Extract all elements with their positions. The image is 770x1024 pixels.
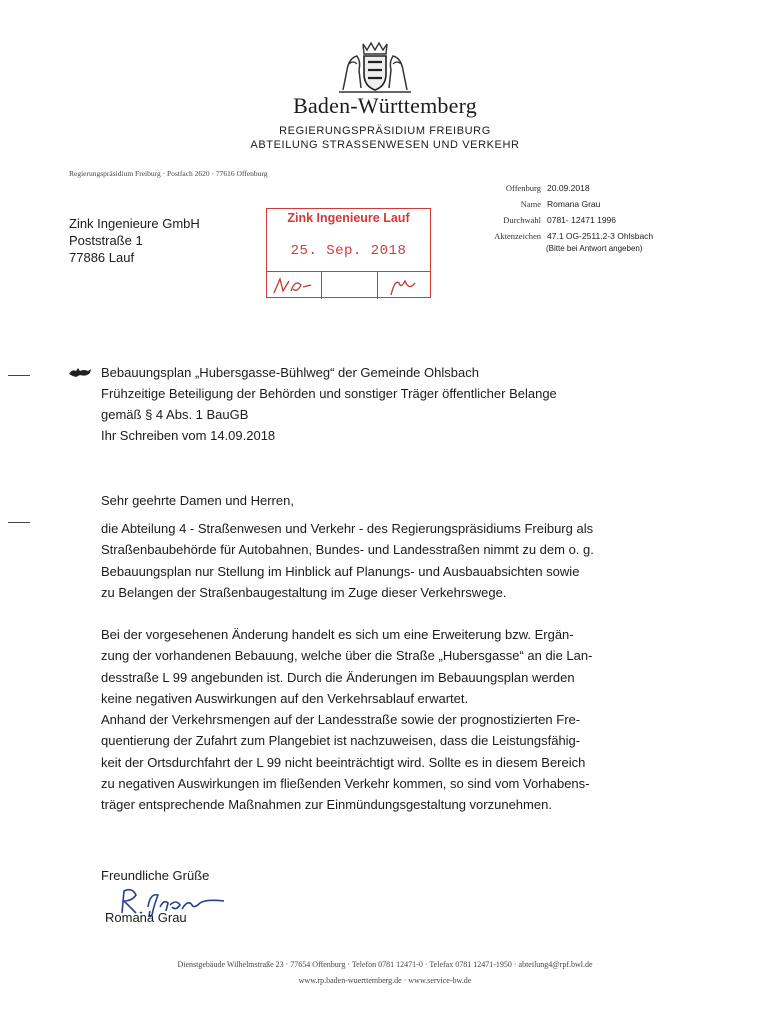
body-line: zu Belangen der Straßenbaugestaltung im Zuge dieser Verkehrswege. [101, 584, 507, 600]
recipient-street: Poststraße 1 [69, 233, 143, 248]
reference-row [461, 212, 653, 228]
fold-mark [8, 375, 30, 376]
footer-address: Dienstgebäude Wilhelmstraße 23 · 77654 Offenburg · Telefon 0781 12471-0 · Telefax 0781 12471-1950 · abteilung4@rpf.bwl.de [177, 960, 593, 969]
footer-websites: www.rp.baden-wuerttemberg.de · www.service-bw.de [298, 976, 472, 985]
reference-row [461, 180, 653, 196]
lion-emblem-icon [68, 366, 92, 378]
body-line: Bebauungsplan nur Stellung im Hinblick auf Planungs- und Ausbauabsichten sowie [101, 563, 580, 579]
reference-note: (Bitte bei Antwort angeben) [546, 244, 643, 253]
reference-label: Durchwahl [503, 215, 541, 225]
return-address: Regierungspräsidium Freiburg · Postfach 2620 · 77616 Offenburg [69, 169, 268, 178]
stamp-date: 25. Sep. 2018 [290, 243, 407, 259]
subject-line: Ihr Schreiben vom 14.09.2018 [101, 428, 276, 443]
signer-name: Romana Grau [105, 910, 187, 925]
footer [0, 957, 770, 989]
body-paragraph [101, 624, 701, 816]
reference-label: Offenburg [505, 183, 541, 193]
subject-line: Bebauungsplan „Hubersgasse-Bühlweg“ der Gemeinde Ohlsbach [101, 365, 479, 380]
stamp-divider [321, 271, 322, 299]
body-paragraph [101, 518, 701, 603]
reference-value: 20.09.2018 [547, 183, 590, 193]
recipient-city: 77886 Lauf [69, 250, 135, 265]
reference-label: Name [520, 199, 541, 209]
stamp-initials-mark [387, 275, 421, 297]
reference-block [461, 180, 653, 244]
reference-value: Romana Grau [547, 199, 601, 209]
recipient-company: Zink Ingenieure GmbH [69, 216, 200, 231]
body-line: keit der Ortsdurchfahrt der L 99 nicht beeinträchtigt wird. Sollte es in diesem Bereich [101, 754, 586, 770]
closing: Freundliche Grüße [101, 868, 210, 883]
reference-label: Aktenzeichen [494, 231, 541, 241]
subject-block [101, 362, 557, 446]
reference-row [461, 196, 653, 212]
body-line: die Abteilung 4 - Straßenwesen und Verkehr - des Regierungspräsidiums Freiburg als [101, 521, 594, 536]
brand-title: Baden-Württemberg [293, 93, 477, 118]
body-line: zung der vorhandenen Bebauung, welche über die Straße „Hubersgasse“ an die Lan- [101, 648, 593, 664]
subject-line: gemäß § 4 Abs. 1 BauGB [101, 407, 249, 422]
body-line: Anhand der Verkehrsmengen auf der Landesstraße sowie der prognostizierten Fre- [101, 712, 581, 728]
stamp-divider [267, 271, 430, 272]
body-line: desstraße L 99 angebunden ist. Durch die Änderungen im Bebauungsplan werden [101, 669, 575, 685]
recipient-address [69, 215, 200, 266]
body-line: keine negativen Auswirkungen auf den Verkehrsablauf erwartet. [101, 690, 469, 706]
body-line: quentierung der Zufahrt zum Plangebiet ist nachzuweisen, dass die Leistungsfähig- [101, 733, 581, 749]
fold-mark [8, 522, 30, 523]
body-line: träger entsprechende Maßnahmen zur Einmündungsgestaltung vorzunehmen. [101, 797, 552, 813]
salutation: Sehr geehrte Damen und Herren, [101, 493, 294, 508]
authority-name [0, 124, 770, 152]
subject-line: Frühzeitige Beteiligung der Behörden und sonstiger Träger öffentlicher Belange [101, 386, 557, 401]
stamp-divider [377, 271, 378, 299]
authority-line-1: REGIERUNGSPRÄSIDIUM FREIBURG [279, 125, 491, 137]
stamp-initials-mark [271, 275, 315, 297]
reference-value: 47.1 OG-2511.2-3 Ohlsbach [547, 231, 654, 241]
reference-row [461, 228, 653, 244]
stamp-company: Zink Ingenieure Lauf [287, 211, 410, 225]
coat-of-arms-logo [333, 40, 417, 96]
reference-value: 0781- 12471 1996 [547, 215, 617, 225]
received-stamp [266, 208, 431, 298]
body-line: Bei der vorgesehenen Änderung handelt es sich um eine Erweiterung bzw. Ergän- [101, 627, 574, 642]
authority-line-2: ABTEILUNG STRASSENWESEN UND VERKEHR [250, 139, 520, 151]
body-line: zu negativen Auswirkungen im fließenden Verkehr kommen, so sind vom Vorhabens- [101, 776, 590, 792]
body-line: Straßenbaubehörde für Autobahnen, Bundes- und Landesstraßen nimmt zu dem o. g. [101, 542, 594, 558]
